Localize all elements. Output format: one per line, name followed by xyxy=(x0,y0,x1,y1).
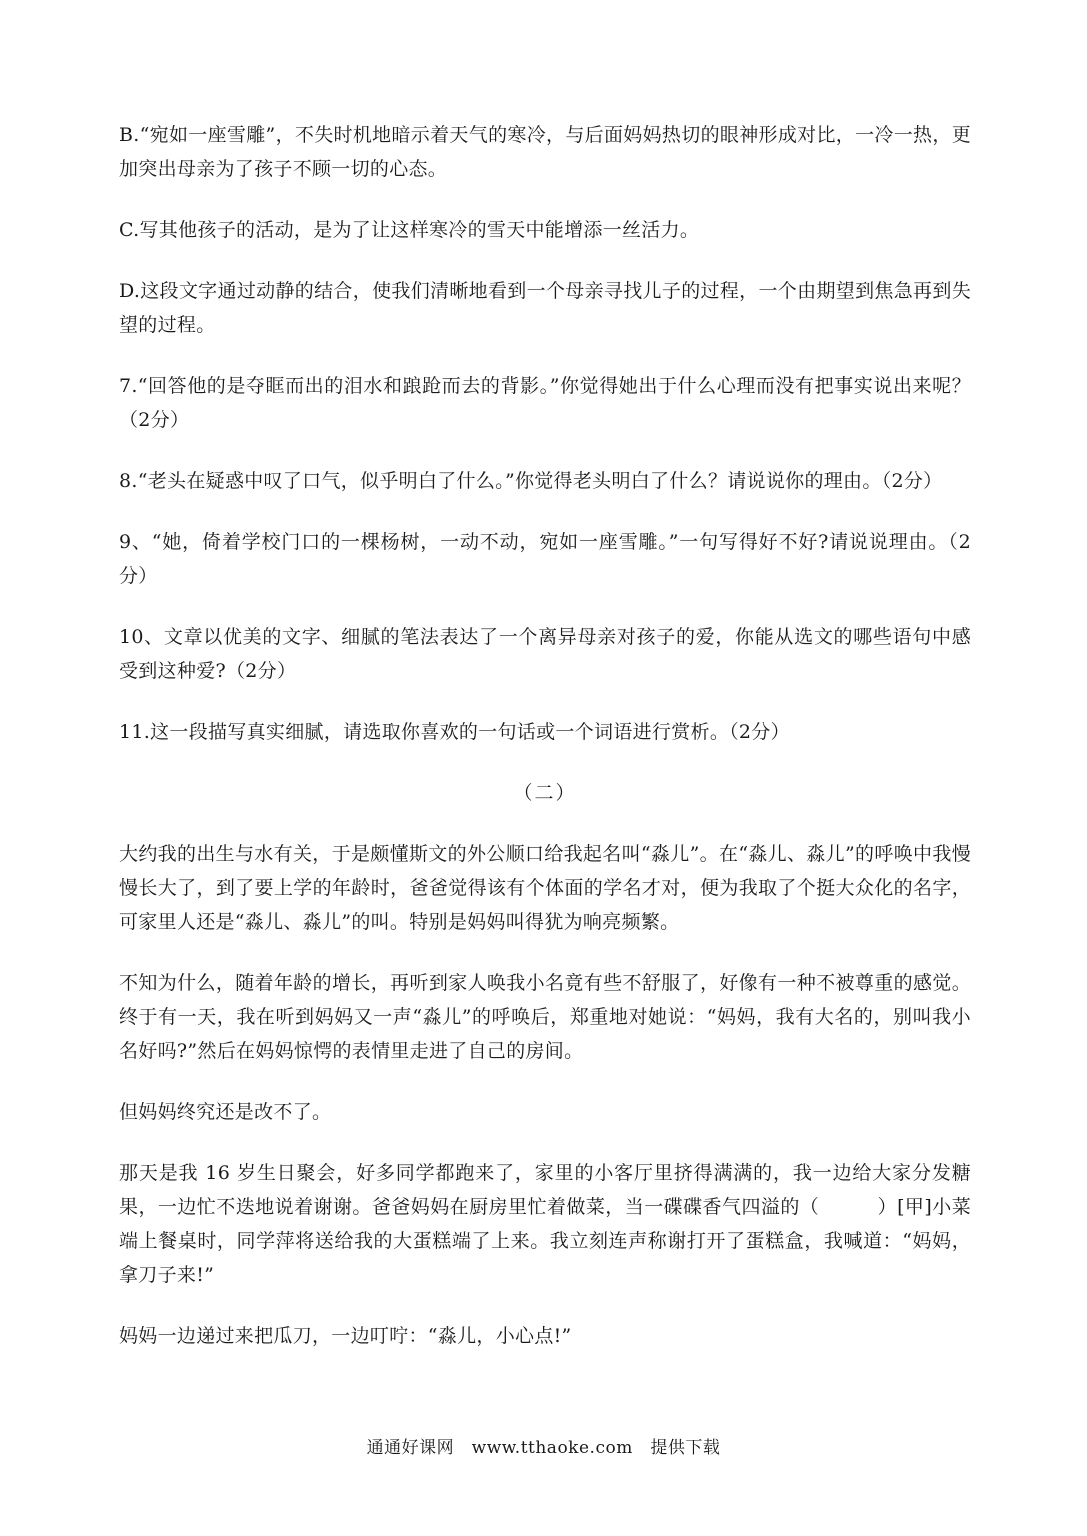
passage-paragraph-1: 大约我的出生与水有关，于是颇懂斯文的外公顺口给我起名叫“淼儿”。在“淼儿、淼儿”的呼唤中我慢慢长大了，到了要上学的年龄时，爸爸觉得该有个体面的学名才对，便为我取了个挺大众化的名字，可家里人还是“淼儿、淼儿”的叫。特别是妈妈叫得犹为响亮频繁。 xyxy=(119,843,971,933)
page-footer: 通通好课网 www.tthaoke.com 提供下载 xyxy=(366,1438,721,1458)
question-11: 11.这一段描写真实细腻，请选取你喜欢的一句话或一个词语进行赏析。（2分） xyxy=(119,721,790,743)
passage-paragraph-3: 但妈妈终究还是改不了。 xyxy=(119,1101,332,1123)
option-c: C.写其他孩子的活动，是为了让这样寒冷的雪天中能增添一丝活力。 xyxy=(119,219,700,241)
question-7: 7.“回答他的是夺眶而出的泪水和踉跄而去的背影。”你觉得她出于什么心理而没有把事实说出来呢？（2分） xyxy=(119,375,971,431)
document-body xyxy=(119,118,971,1380)
question-10: 10、文章以优美的文字、细腻的笔法表达了一个离异母亲对孩子的爱，你能从选文的哪些语句中感受到这种爱?（2分） xyxy=(119,626,971,682)
question-8: 8.“老头在疑惑中叹了口气，似乎明白了什么。”你觉得老头明白了什么？请说说你的理由。（2分） xyxy=(119,470,943,492)
passage-paragraph-4: 那天是我 16 岁生日聚会，好多同学都跑来了，家里的小客厅里挤得满满的，我一边给大家分发糖果，一边忙不迭地说着谢谢。爸爸妈妈在厨房里忙着做菜，当一碟碟香气四溢的（ ）[甲]小菜端上餐桌时，同学萍将送给我的大蛋糕端了上来。我立刻连声称谢打开了蛋糕盒，我喊道：“妈妈，拿刀子来!” xyxy=(119,1162,971,1286)
option-d: D.这段文字通过动静的结合，使我们清晰地看到一个母亲寻找儿子的过程，一个由期望到焦急再到失望的过程。 xyxy=(119,280,971,336)
passage-paragraph-2: 不知为什么，随着年龄的增长，再听到家人唤我小名竟有些不舒服了，好像有一种不被尊重的感觉。终于有一天，我在听到妈妈又一声“淼儿”的呼唤后，郑重地对她说：“妈妈，我有大名的，别叫我小名好吗?”然后在妈妈惊愕的表情里走进了自己的房间。 xyxy=(119,972,971,1062)
question-9: 9、“她，倚着学校门口的一棵杨树，一动不动，宛如一座雪雕。”一句写得好不好?请说说理由。（2分） xyxy=(119,531,971,587)
section-title: （二） xyxy=(513,782,577,804)
passage-paragraph-5: 妈妈一边递过来把瓜刀，一边叮咛：“淼儿，小心点!” xyxy=(119,1325,572,1347)
option-b: B.“宛如一座雪雕”，不失时机地暗示着天气的寒冷，与后面妈妈热切的眼神形成对比，一冷一热，更加突出母亲为了孩子不顾一切的心态。 xyxy=(119,124,971,180)
